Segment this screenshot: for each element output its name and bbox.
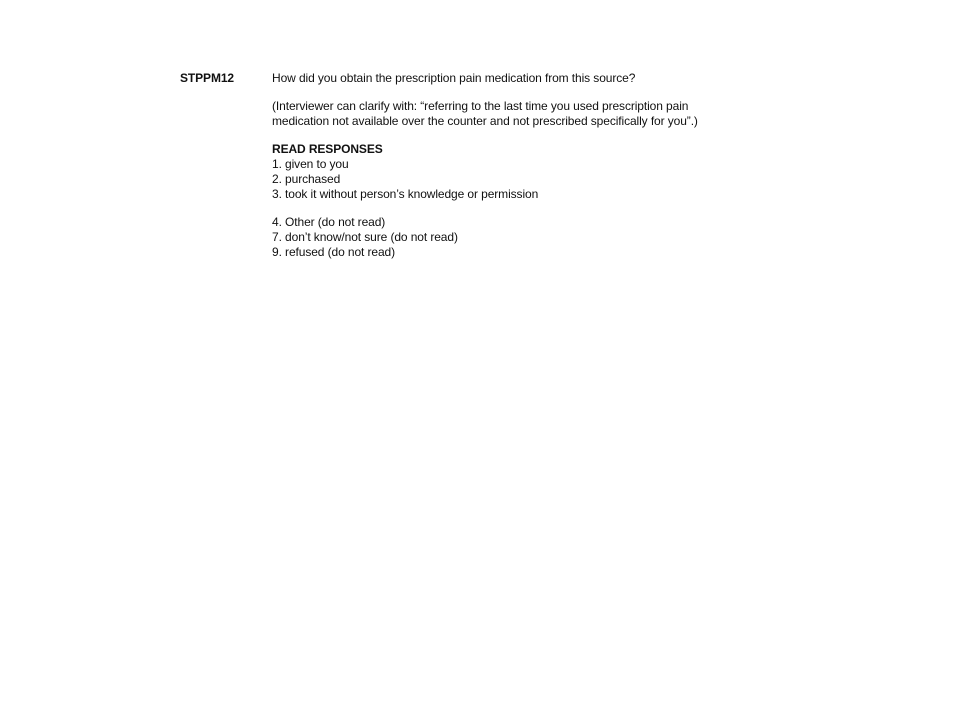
read-responses-list (272, 157, 832, 202)
response-option: 1. given to you (272, 157, 349, 171)
clarification-line: (Interviewer can clarify with: “referring to the last time you used prescription pain (272, 99, 689, 113)
response-option: 7. don’t know/not sure (do not read) (272, 230, 458, 244)
clarification-line: medication not available over the counter and not prescribed specifically for you”.) (272, 114, 698, 128)
question-block (272, 71, 832, 260)
response-option: 4. Other (do not read) (272, 215, 386, 229)
responses-heading: READ RESPONSES (272, 142, 383, 156)
response-option: 2. purchased (272, 172, 341, 186)
response-option: 9. refused (do not read) (272, 245, 396, 259)
do-not-read-responses-list (272, 215, 832, 260)
interviewer-clarification (272, 99, 832, 129)
question-code: STPPM12 (180, 71, 234, 85)
response-option: 3. took it without person’s knowledge or permission (272, 187, 539, 201)
question-text: How did you obtain the prescription pain medication from this source? (272, 71, 636, 85)
